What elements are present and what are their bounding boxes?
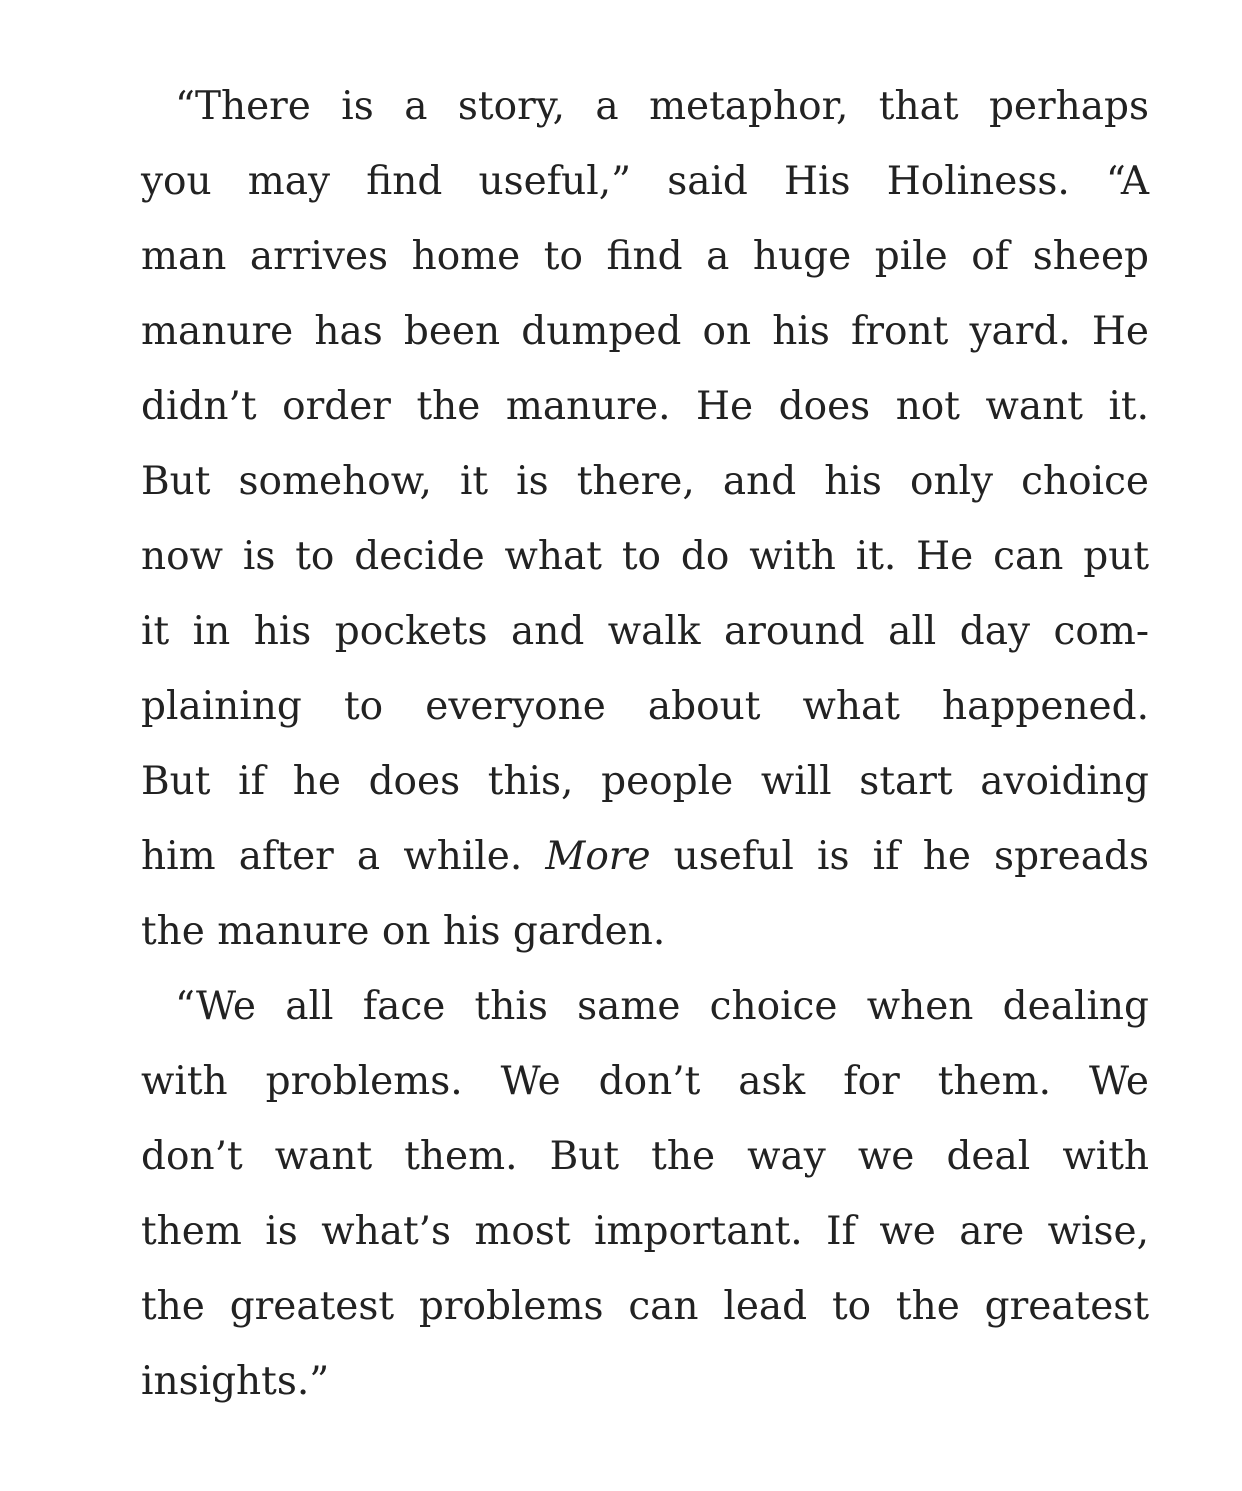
text-line: didn’t order the manure. He does not want it. [141, 384, 1149, 429]
text-line: now is to decide what to do with it. He can put [141, 534, 1149, 579]
text-segment: him after a while. [141, 834, 546, 879]
paragraph-2 [141, 969, 1149, 1419]
text-line: with problems. We don’t ask for them. We [141, 1059, 1149, 1104]
text-segment: useful is if he spreads [650, 834, 1149, 879]
italic-word: More [545, 834, 651, 879]
book-page [141, 69, 1149, 1419]
text-line: don’t want them. But the way we deal with [141, 1134, 1149, 1179]
text-line: the greatest problems can lead to the greatest [141, 1284, 1149, 1329]
text-line: the manure on his garden. [141, 909, 666, 954]
text-line: manure has been dumped on his front yard. He [141, 309, 1149, 354]
text-line: But if he does this, people will start avoiding [141, 759, 1149, 804]
text-line: plaining to everyone about what happened. [141, 684, 1149, 729]
text-line: you may find useful,” said His Holiness. “A [141, 159, 1149, 204]
text-line: insights.” [141, 1359, 330, 1404]
text-line-with-italic [141, 819, 1149, 894]
paragraph-1 [141, 69, 1149, 969]
text-line: “There is a story, a metaphor, that perhaps [175, 84, 1149, 129]
text-line: it in his pockets and walk around all day com- [141, 609, 1149, 654]
text-line: “We all face this same choice when dealing [175, 984, 1149, 1029]
text-line: them is what’s most important. If we are wise, [141, 1209, 1149, 1254]
text-line: man arrives home to find a huge pile of sheep [141, 234, 1149, 279]
text-line: But somehow, it is there, and his only choice [141, 459, 1149, 504]
